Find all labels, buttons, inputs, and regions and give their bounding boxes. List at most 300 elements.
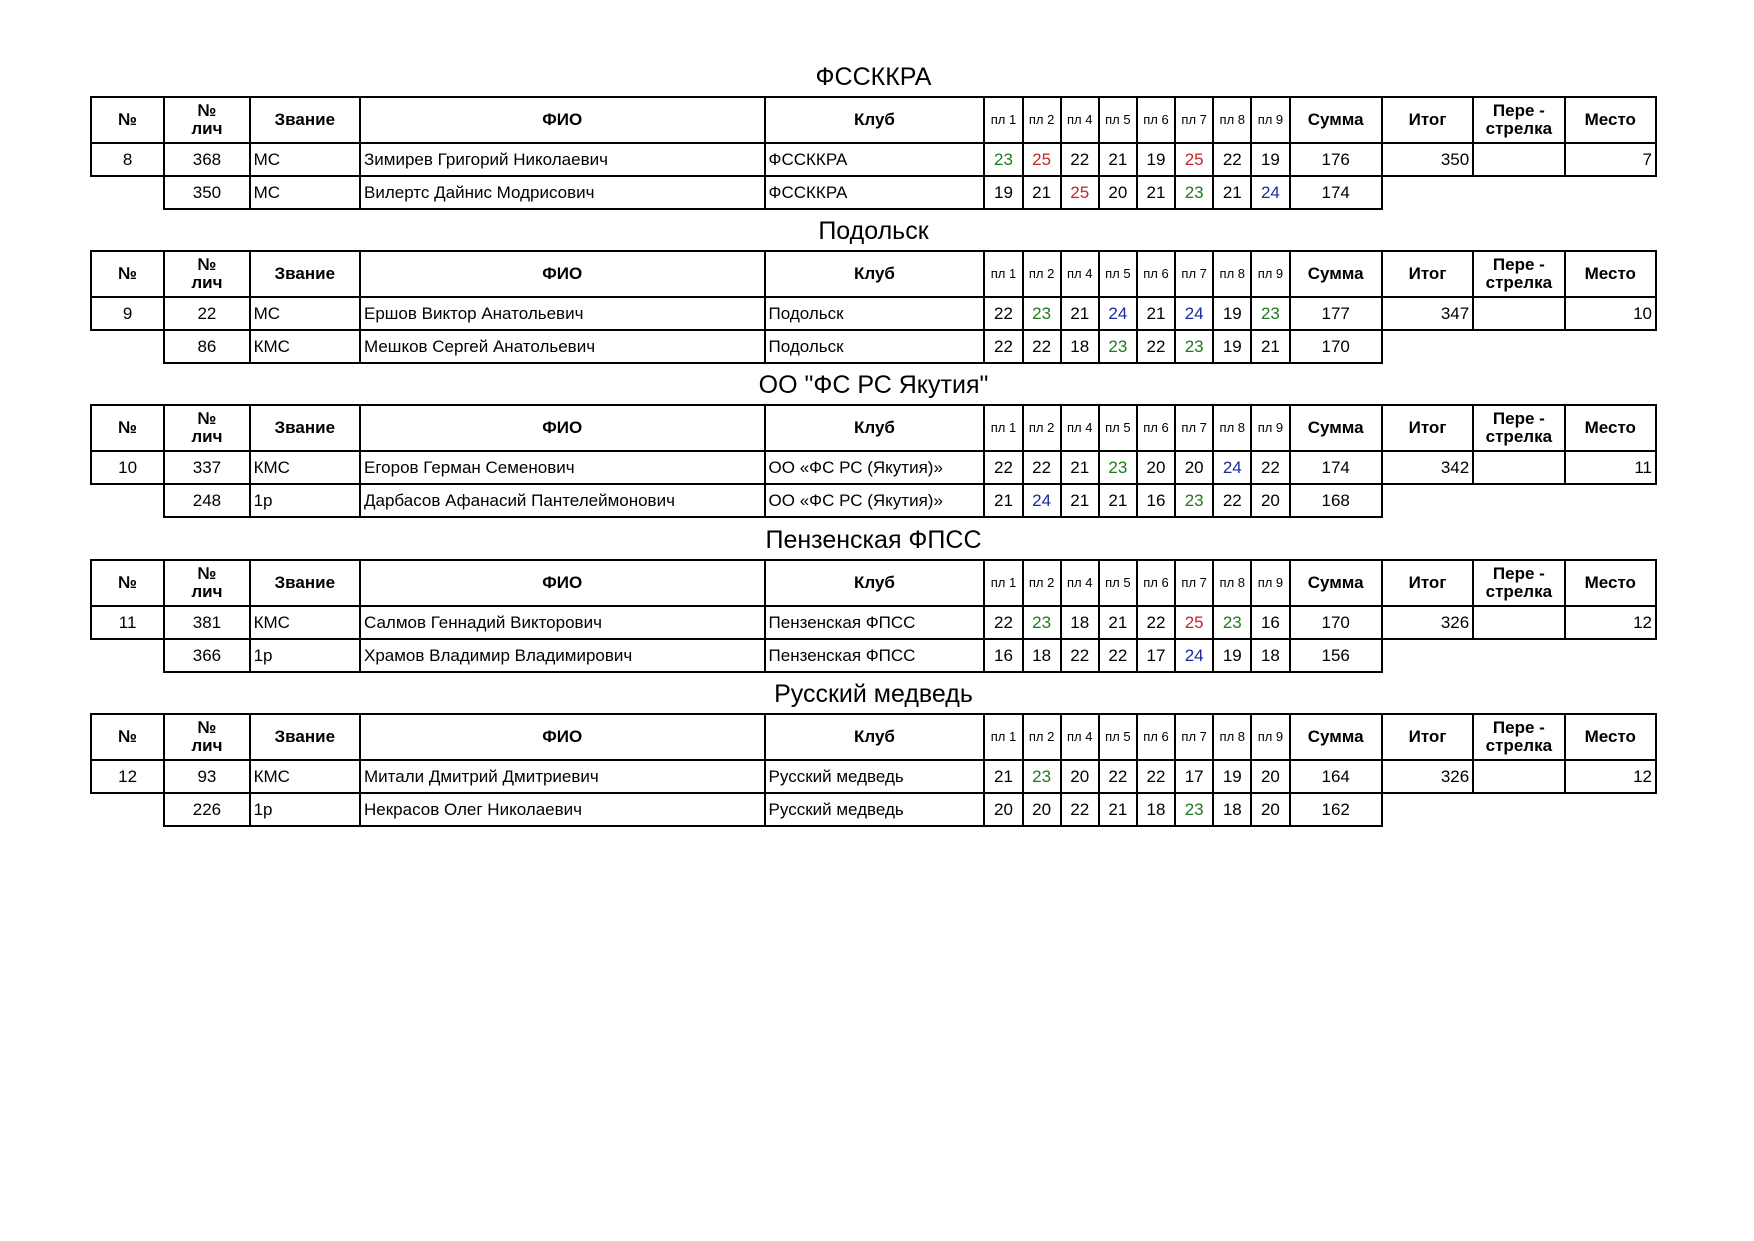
header-row — [91, 560, 1656, 606]
header-series: пл 2 — [1023, 560, 1061, 606]
series-score: 23 — [1175, 793, 1213, 826]
header-series: пл 4 — [1061, 714, 1099, 760]
header-series: пл 4 — [1061, 560, 1099, 606]
empty-cell — [91, 176, 164, 209]
team-results-table — [90, 96, 1657, 210]
team-total: 347 — [1382, 297, 1473, 330]
table-row — [91, 606, 1656, 639]
header-lich-bottom: лич — [191, 119, 223, 138]
series-score: 22 — [1137, 760, 1175, 793]
header-lich-top: № — [197, 255, 217, 274]
rank: МС — [250, 297, 360, 330]
header-num: № — [91, 560, 164, 606]
header-fio: ФИО — [360, 251, 765, 297]
empty-cell — [91, 330, 164, 363]
team-number: 8 — [91, 143, 164, 176]
header-series: пл 1 — [984, 560, 1022, 606]
series-score: 23 — [1023, 606, 1061, 639]
series-score: 22 — [984, 451, 1022, 484]
series-score: 23 — [1213, 606, 1251, 639]
personal-number: 93 — [164, 760, 249, 793]
series-score: 23 — [1023, 297, 1061, 330]
header-series: пл 2 — [1023, 251, 1061, 297]
header-sum: Сумма — [1290, 251, 1382, 297]
header-club: Клуб — [765, 251, 985, 297]
series-score: 22 — [1023, 330, 1061, 363]
header-row — [91, 97, 1656, 143]
team-results-table — [90, 559, 1657, 673]
header-lich — [164, 251, 249, 297]
empty-cell — [1473, 176, 1564, 209]
rank: 1р — [250, 484, 360, 517]
header-reshoot-bottom: стрелка — [1485, 736, 1553, 755]
series-score: 23 — [1175, 176, 1213, 209]
series-score: 18 — [1251, 639, 1289, 672]
athlete-name: Некрасов Олег Николаевич — [360, 793, 765, 826]
series-score: 22 — [1023, 451, 1061, 484]
rank: КМС — [250, 451, 360, 484]
header-series: пл 8 — [1213, 714, 1251, 760]
club-name: ФССККРА — [765, 176, 985, 209]
table-row — [91, 143, 1656, 176]
header-series: пл 4 — [1061, 97, 1099, 143]
series-score: 19 — [1251, 143, 1289, 176]
header-series: пл 6 — [1137, 560, 1175, 606]
header-lich — [164, 405, 249, 451]
header-club: Клуб — [765, 560, 985, 606]
header-place: Место — [1565, 97, 1656, 143]
rank: КМС — [250, 760, 360, 793]
header-rank: Звание — [250, 714, 360, 760]
header-series: пл 1 — [984, 97, 1022, 143]
header-fio: ФИО — [360, 560, 765, 606]
series-score: 16 — [1251, 606, 1289, 639]
header-series: пл 7 — [1175, 560, 1213, 606]
header-total: Итог — [1382, 251, 1473, 297]
personal-number: 86 — [164, 330, 249, 363]
club-name: Подольск — [765, 330, 985, 363]
series-score: 21 — [1137, 297, 1175, 330]
club-name: ФССККРА — [765, 143, 985, 176]
header-rank: Звание — [250, 251, 360, 297]
athlete-name: Митали Дмитрий Дмитриевич — [360, 760, 765, 793]
series-score: 17 — [1137, 639, 1175, 672]
personal-number: 381 — [164, 606, 249, 639]
team-total: 342 — [1382, 451, 1473, 484]
series-score: 24 — [1175, 639, 1213, 672]
club-name: ОО «ФС РС (Якутия)» — [765, 451, 985, 484]
score-sum: 162 — [1290, 793, 1382, 826]
header-lich — [164, 560, 249, 606]
series-score: 20 — [1251, 484, 1289, 517]
header-num: № — [91, 405, 164, 451]
team-results-table — [90, 404, 1657, 518]
header-num: № — [91, 97, 164, 143]
header-series: пл 9 — [1251, 97, 1289, 143]
header-series: пл 9 — [1251, 251, 1289, 297]
team-results-table — [90, 713, 1657, 827]
series-score: 23 — [1175, 484, 1213, 517]
header-series: пл 8 — [1213, 405, 1251, 451]
reshoot — [1473, 143, 1564, 176]
club-name: Русский медведь — [765, 760, 985, 793]
header-series: пл 9 — [1251, 405, 1289, 451]
header-series: пл 6 — [1137, 714, 1175, 760]
series-score: 20 — [1061, 760, 1099, 793]
table-row — [91, 330, 1656, 363]
series-score: 21 — [1213, 176, 1251, 209]
series-score: 19 — [1213, 639, 1251, 672]
series-score: 21 — [1251, 330, 1289, 363]
team-number: 9 — [91, 297, 164, 330]
header-place: Место — [1565, 251, 1656, 297]
personal-number: 22 — [164, 297, 249, 330]
header-series: пл 1 — [984, 405, 1022, 451]
series-score: 24 — [1175, 297, 1213, 330]
header-series: пл 7 — [1175, 97, 1213, 143]
header-reshoot — [1473, 97, 1564, 143]
empty-cell — [1565, 639, 1656, 672]
series-score: 18 — [1023, 639, 1061, 672]
series-score: 22 — [1061, 639, 1099, 672]
series-score: 23 — [1099, 451, 1137, 484]
series-score: 22 — [1213, 484, 1251, 517]
team-title: Пензенская ФПСС — [765, 526, 982, 554]
header-total: Итог — [1382, 714, 1473, 760]
header-num: № — [91, 251, 164, 297]
team-total: 326 — [1382, 606, 1473, 639]
series-score: 22 — [984, 330, 1022, 363]
table-row — [91, 793, 1656, 826]
place: 7 — [1565, 143, 1656, 176]
header-lich-top: № — [197, 409, 217, 428]
series-score: 23 — [1099, 330, 1137, 363]
series-score: 22 — [1061, 793, 1099, 826]
header-reshoot-top: Пере - — [1492, 101, 1545, 120]
score-sum: 174 — [1290, 176, 1382, 209]
rank: МС — [250, 176, 360, 209]
empty-cell — [1565, 330, 1656, 363]
score-sum: 170 — [1290, 606, 1382, 639]
series-score: 19 — [1213, 330, 1251, 363]
header-reshoot-bottom: стрелка — [1485, 273, 1553, 292]
header-series: пл 7 — [1175, 405, 1213, 451]
score-sum: 177 — [1290, 297, 1382, 330]
series-score: 20 — [1137, 451, 1175, 484]
header-series: пл 1 — [984, 251, 1022, 297]
header-place: Место — [1565, 560, 1656, 606]
empty-cell — [1382, 330, 1473, 363]
series-score: 21 — [1099, 484, 1137, 517]
series-score: 20 — [1023, 793, 1061, 826]
rank: 1р — [250, 639, 360, 672]
series-score: 18 — [1061, 606, 1099, 639]
header-series: пл 4 — [1061, 405, 1099, 451]
header-place: Место — [1565, 405, 1656, 451]
header-club: Клуб — [765, 97, 985, 143]
header-series: пл 2 — [1023, 97, 1061, 143]
series-score: 25 — [1061, 176, 1099, 209]
header-fio: ФИО — [360, 405, 765, 451]
series-score: 19 — [984, 176, 1022, 209]
header-club: Клуб — [765, 714, 985, 760]
header-series: пл 5 — [1099, 560, 1137, 606]
series-score: 25 — [1175, 143, 1213, 176]
series-score: 21 — [1061, 297, 1099, 330]
header-series: пл 2 — [1023, 714, 1061, 760]
header-sum: Сумма — [1290, 97, 1382, 143]
series-score: 21 — [1061, 484, 1099, 517]
header-lich — [164, 97, 249, 143]
series-score: 21 — [1061, 451, 1099, 484]
athlete-name: Вилертс Дайнис Модрисович — [360, 176, 765, 209]
score-sum: 168 — [1290, 484, 1382, 517]
team-number: 12 — [91, 760, 164, 793]
header-series: пл 6 — [1137, 405, 1175, 451]
series-score: 21 — [984, 484, 1022, 517]
series-score: 22 — [1061, 143, 1099, 176]
header-series: пл 5 — [1099, 405, 1137, 451]
series-score: 19 — [1213, 760, 1251, 793]
header-reshoot — [1473, 405, 1564, 451]
header-series: пл 8 — [1213, 251, 1251, 297]
header-series: пл 9 — [1251, 560, 1289, 606]
score-sum: 156 — [1290, 639, 1382, 672]
header-lich — [164, 714, 249, 760]
header-series: пл 5 — [1099, 714, 1137, 760]
rank: МС — [250, 143, 360, 176]
series-score: 22 — [1251, 451, 1289, 484]
series-score: 20 — [984, 793, 1022, 826]
header-reshoot-top: Пере - — [1492, 718, 1545, 737]
series-score: 22 — [1137, 330, 1175, 363]
table-row — [91, 451, 1656, 484]
club-name: Пензенская ФПСС — [765, 639, 985, 672]
reshoot — [1473, 451, 1564, 484]
header-series: пл 2 — [1023, 405, 1061, 451]
athlete-name: Мешков Сергей Анатольевич — [360, 330, 765, 363]
table-row — [91, 760, 1656, 793]
team-number: 11 — [91, 606, 164, 639]
athlete-name: Егоров Герман Семенович — [360, 451, 765, 484]
score-sum: 174 — [1290, 451, 1382, 484]
place: 12 — [1565, 760, 1656, 793]
personal-number: 368 — [164, 143, 249, 176]
empty-cell — [91, 793, 164, 826]
series-score: 24 — [1099, 297, 1137, 330]
header-lich-bottom: лич — [191, 427, 223, 446]
empty-cell — [1382, 176, 1473, 209]
header-total: Итог — [1382, 405, 1473, 451]
empty-cell — [1565, 176, 1656, 209]
series-score: 24 — [1251, 176, 1289, 209]
series-score: 19 — [1213, 297, 1251, 330]
team-total: 326 — [1382, 760, 1473, 793]
reshoot — [1473, 760, 1564, 793]
team-total: 350 — [1382, 143, 1473, 176]
header-lich-top: № — [197, 101, 217, 120]
series-score: 23 — [984, 143, 1022, 176]
team-title: ОО "ФС РС Якутия" — [758, 371, 989, 399]
table-row — [91, 639, 1656, 672]
place: 12 — [1565, 606, 1656, 639]
personal-number: 350 — [164, 176, 249, 209]
empty-cell — [1473, 484, 1564, 517]
place: 10 — [1565, 297, 1656, 330]
series-score: 19 — [1137, 143, 1175, 176]
series-score: 25 — [1023, 143, 1061, 176]
header-row — [91, 251, 1656, 297]
series-score: 20 — [1251, 793, 1289, 826]
team-title: Русский медведь — [774, 680, 973, 708]
series-score: 22 — [1213, 143, 1251, 176]
header-series: пл 9 — [1251, 714, 1289, 760]
header-series: пл 8 — [1213, 560, 1251, 606]
table-row — [91, 484, 1656, 517]
athlete-name: Ершов Виктор Анатольевич — [360, 297, 765, 330]
series-score: 22 — [984, 606, 1022, 639]
empty-cell — [91, 639, 164, 672]
athlete-name: Зимирев Григорий Николаевич — [360, 143, 765, 176]
header-reshoot — [1473, 251, 1564, 297]
series-score: 24 — [1023, 484, 1061, 517]
header-lich-bottom: лич — [191, 582, 223, 601]
athlete-name: Салмов Геннадий Викторович — [360, 606, 765, 639]
athlete-name: Храмов Владимир Владимирович — [360, 639, 765, 672]
reshoot — [1473, 606, 1564, 639]
header-series: пл 8 — [1213, 97, 1251, 143]
header-sum: Сумма — [1290, 405, 1382, 451]
header-reshoot-bottom: стрелка — [1485, 427, 1553, 446]
score-sum: 164 — [1290, 760, 1382, 793]
header-reshoot — [1473, 714, 1564, 760]
series-score: 21 — [1099, 606, 1137, 639]
header-rank: Звание — [250, 405, 360, 451]
empty-cell — [1473, 330, 1564, 363]
series-score: 22 — [984, 297, 1022, 330]
personal-number: 226 — [164, 793, 249, 826]
header-sum: Сумма — [1290, 560, 1382, 606]
empty-cell — [1473, 639, 1564, 672]
header-lich-bottom: лич — [191, 273, 223, 292]
series-score: 20 — [1099, 176, 1137, 209]
series-score: 25 — [1175, 606, 1213, 639]
series-score: 18 — [1137, 793, 1175, 826]
place: 11 — [1565, 451, 1656, 484]
rank: КМС — [250, 330, 360, 363]
header-series: пл 6 — [1137, 97, 1175, 143]
header-lich-top: № — [197, 718, 217, 737]
header-series: пл 1 — [984, 714, 1022, 760]
header-series: пл 5 — [1099, 97, 1137, 143]
series-score: 21 — [1023, 176, 1061, 209]
club-name: Русский медведь — [765, 793, 985, 826]
series-score: 20 — [1175, 451, 1213, 484]
series-score: 16 — [1137, 484, 1175, 517]
personal-number: 337 — [164, 451, 249, 484]
empty-cell — [1565, 793, 1656, 826]
personal-number: 366 — [164, 639, 249, 672]
series-score: 22 — [1137, 606, 1175, 639]
header-series: пл 4 — [1061, 251, 1099, 297]
header-fio: ФИО — [360, 97, 765, 143]
header-place: Место — [1565, 714, 1656, 760]
personal-number: 248 — [164, 484, 249, 517]
series-score: 20 — [1251, 760, 1289, 793]
athlete-name: Дарбасов Афанасий Пантелеймонович — [360, 484, 765, 517]
series-score: 23 — [1251, 297, 1289, 330]
series-score: 23 — [1175, 330, 1213, 363]
header-total: Итог — [1382, 97, 1473, 143]
series-score: 21 — [1099, 143, 1137, 176]
header-series: пл 7 — [1175, 251, 1213, 297]
empty-cell — [1382, 793, 1473, 826]
team-title: Подольск — [818, 217, 929, 245]
series-score: 21 — [984, 760, 1022, 793]
header-reshoot-bottom: стрелка — [1485, 582, 1553, 601]
header-fio: ФИО — [360, 714, 765, 760]
series-score: 17 — [1175, 760, 1213, 793]
series-score: 22 — [1099, 760, 1137, 793]
empty-cell — [1382, 484, 1473, 517]
header-row — [91, 714, 1656, 760]
header-reshoot — [1473, 560, 1564, 606]
club-name: Подольск — [765, 297, 985, 330]
series-score: 23 — [1023, 760, 1061, 793]
team-title: ФССККРА — [815, 63, 932, 91]
header-reshoot-top: Пере - — [1492, 409, 1545, 428]
header-club: Клуб — [765, 405, 985, 451]
score-sum: 170 — [1290, 330, 1382, 363]
header-rank: Звание — [250, 560, 360, 606]
empty-cell — [1382, 639, 1473, 672]
series-score: 18 — [1061, 330, 1099, 363]
header-lich-top: № — [197, 564, 217, 583]
header-series: пл 7 — [1175, 714, 1213, 760]
header-series: пл 6 — [1137, 251, 1175, 297]
header-row — [91, 405, 1656, 451]
series-score: 21 — [1137, 176, 1175, 209]
header-rank: Звание — [250, 97, 360, 143]
header-total: Итог — [1382, 560, 1473, 606]
header-reshoot-top: Пере - — [1492, 255, 1545, 274]
header-sum: Сумма — [1290, 714, 1382, 760]
header-series: пл 5 — [1099, 251, 1137, 297]
club-name: Пензенская ФПСС — [765, 606, 985, 639]
score-sum: 176 — [1290, 143, 1382, 176]
rank: 1р — [250, 793, 360, 826]
series-score: 21 — [1099, 793, 1137, 826]
team-results-table — [90, 250, 1657, 364]
team-number: 10 — [91, 451, 164, 484]
reshoot — [1473, 297, 1564, 330]
series-score: 18 — [1213, 793, 1251, 826]
rank: КМС — [250, 606, 360, 639]
series-score: 16 — [984, 639, 1022, 672]
header-lich-bottom: лич — [191, 736, 223, 755]
series-score: 22 — [1099, 639, 1137, 672]
table-row — [91, 176, 1656, 209]
header-num: № — [91, 714, 164, 760]
empty-cell — [1565, 484, 1656, 517]
header-reshoot-bottom: стрелка — [1485, 119, 1553, 138]
club-name: ОО «ФС РС (Якутия)» — [765, 484, 985, 517]
empty-cell — [91, 484, 164, 517]
empty-cell — [1473, 793, 1564, 826]
series-score: 24 — [1213, 451, 1251, 484]
header-reshoot-top: Пере - — [1492, 564, 1545, 583]
table-row — [91, 297, 1656, 330]
